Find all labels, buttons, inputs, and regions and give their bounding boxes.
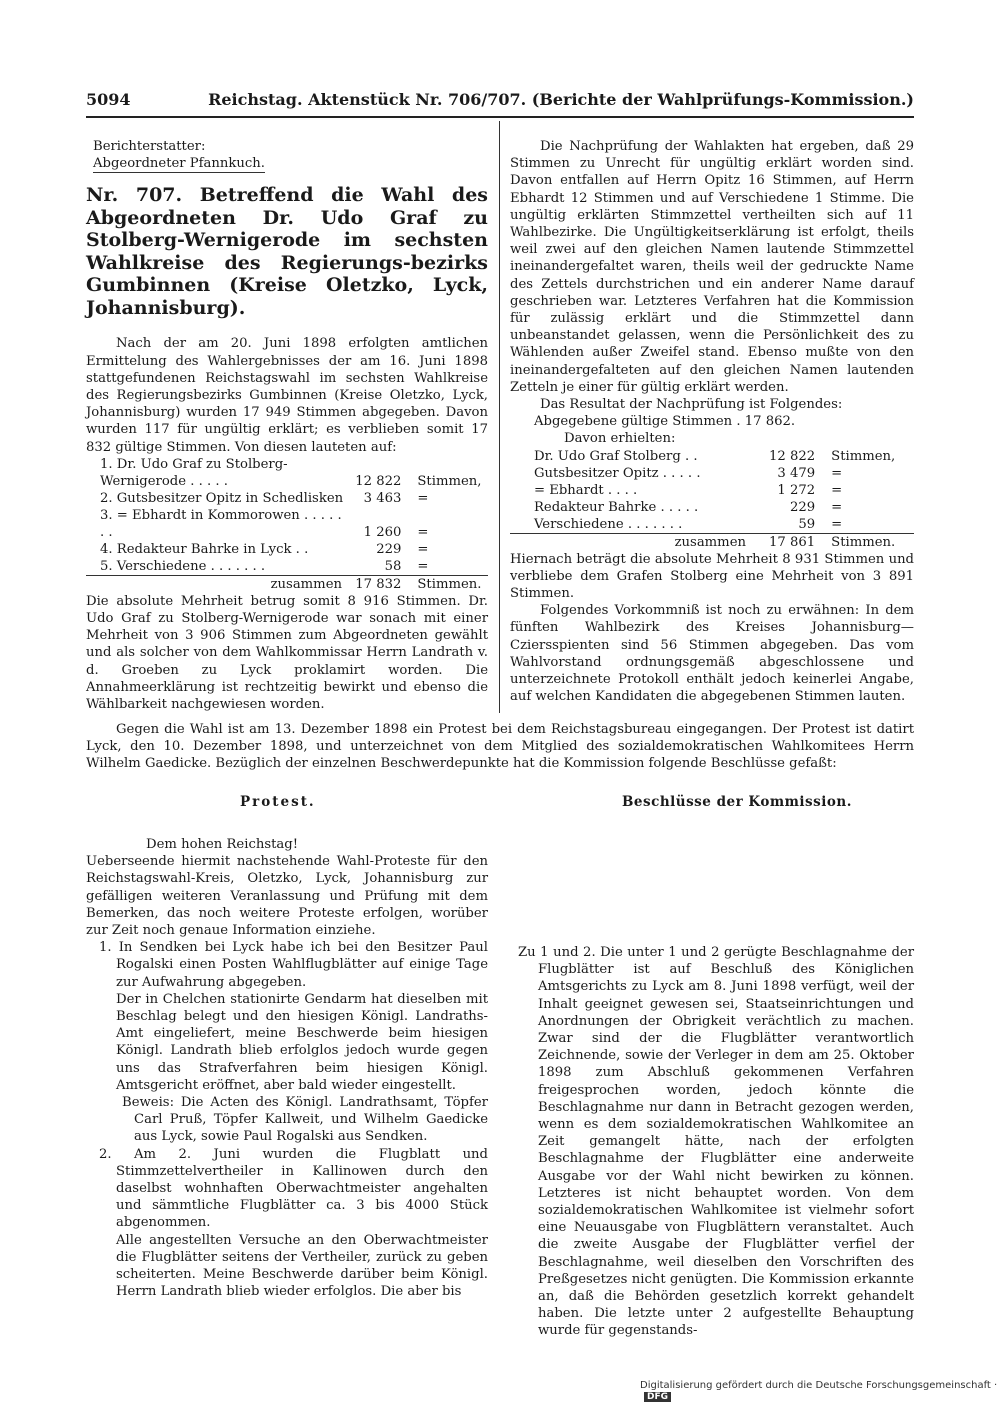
- running-title: Reichstag. Aktenstück Nr. 706/707. (Berichte der Wahlprüfungs-Kommission.): [208, 90, 914, 109]
- majority-paragraph: Hiernach beträgt die absolute Mehrheit 8 931 Stimmen und verbliebe dem Grafen Stolberg eine Mehrheit von 3 891 Stimmen.: [510, 551, 914, 602]
- footer-credit: Digitalisierung gefördert durch die Deutsche Forschungsgemeinschaft ·DFG: [640, 1380, 998, 1402]
- review-results-table: [510, 448, 914, 551]
- conclusion-paragraph: Die absolute Mehrheit betrug somit 8 916 Stimmen. Dr. Udo Graf zu Stolberg-Wernigerode war sonach mit einer Mehrheit von 3 906 Stimmen zum Abgeordneten gewählt und als solcher von dem Wahlkommissar Herrn Landrath v. d. Groeben zu Lyck proklamirt worden. Die Annahmeerklärung ist rechtzeitig bewirkt und ebenso die Wählbarkeit nachgewiesen worden.: [86, 593, 488, 713]
- protest-intro-paragraph: Ueberseende hiermit nachstehende Wahl-Proteste für den Reichstagswahl-Kreis, Oletzko, Lyck, Johannisburg zur gefälligen weiteren Veranlassung und Prüfung mit dem Bemerken, das noch weitere Proteste erfolgen, worüber zur Zeit noch genaue Information einziehe.: [86, 854, 488, 939]
- decisions-column: [510, 944, 914, 1340]
- right-column: [510, 138, 914, 705]
- table-row: Verschiedene . . . . . . . 59 =: [534, 516, 843, 532]
- protest-column: [86, 836, 488, 1300]
- table-row: 2. Gutsbesitzer Opitz in Schedlisken 3 463 =: [100, 490, 429, 506]
- protest-item-1-detail: Der in Chelchen stationirte Gendarm hat dieselben mit Beschlag belegt und den hiesigen Königl. Landraths-Amt eingeliefert, meine Beschwerde beim hiesigen Königl. Landrath blieb erfolglos jedoch wurde gegen uns das Strafverfahren beim hiesigen Königl. Amtsgericht eröffnet, aber bald wieder eingestellt.: [116, 991, 488, 1093]
- valid-votes-line: Abgegebene gültige Stimmen . 17 862.: [534, 414, 796, 430]
- reporter-name: Abgeordneter Pfannkuch.: [93, 156, 265, 172]
- table-row: Redakteur Bahrke . . . . . 229 =: [534, 499, 843, 515]
- election-results-table: [86, 456, 488, 593]
- protest-item-1: 1. In Sendken bei Lyck habe ich bei den Besitzer Paul Rogalski einen Posten Wahlflugblätter auf einige Tage zur Aufwahrung abgegeben.: [99, 940, 488, 990]
- protest-heading: Protest.: [240, 794, 316, 810]
- table-sum-row: zusammen 17 861 Stimmen.: [510, 533, 914, 551]
- table-row: 4. Redakteur Bahrke in Lyck . . 229 =: [100, 541, 429, 557]
- protest-item-2: 2. Am 2. Juni wurden die Flugblatt und Stimmzettelvertheiler in Kallinowen durch den daselbst wohnhaften Oberwachtmeister angehalten und sämmtliche Flugblätter ca. 3 bis 4000 Stück abgenommen.: [99, 1146, 488, 1231]
- left-column: [86, 138, 488, 713]
- running-header: [86, 90, 914, 114]
- decisions-heading: Beschlüsse der Kommission.: [622, 794, 852, 810]
- protest-intro: Gegen die Wahl ist am 13. Dezember 1898 ein Protest bei dem Reichstagsbureau eingegangen. Der Protest ist datirt Lyck, den 10. Dezember 1898, und unterzeichnet von dem Mitglied des sozialdemokratischen Wahlkomitees Herrn Wilhelm Gaedicke. Bezüglich der einzelnen Beschwerdepunkte hat die Kommission folgende Beschlüsse gefaßt:: [86, 722, 914, 772]
- section-title: Nr. 707. Betreffend die Wahl des Abgeordneten Dr. Udo Graf zu Stolberg-Wernigerode im sechsten Wahlkreise des Regierungs-bezirks Gumbinnen (Kreise Oletzko, Lyck, Johannisburg).: [86, 184, 488, 319]
- protest-item-1-evidence: Beweis: Die Acten des Königl. Landrathsamt, Töpfer Carl Pruß, Töpfer Kallweit, und Wilhelm Gaedicke aus Lyck, sowie Paul Rogalski aus Sendken.: [122, 1095, 488, 1145]
- table-row: 5. Verschiedene . . . . . . . 58 =: [100, 558, 429, 574]
- reporter-label: Berichterstatter:: [93, 139, 206, 154]
- table-row: Gutsbesitzer Opitz . . . . . 3 479 =: [534, 465, 843, 481]
- received-label: Davon erhielten:: [564, 431, 676, 447]
- column-divider: [499, 121, 500, 713]
- decision-paragraph: Zu 1 und 2. Die unter 1 und 2 gerügte Beschlagnahme der Flugblätter ist auf Beschluß des Königlichen Amtsgerichts zu Lyck am 8. Juni 1898 verfügt, weil der Inhalt geeignet gewesen sei, Staatseinrichtungen und Anordnungen der Obrigkeit verächtlich zu machen. Zwar sind der die Flugblätter verantwortlich Zeichnende, sowie der Verleger in dem am 25. Oktober 1898 zum Abschluß gekommenen Verfahren freigesprochen worden, jedoch könnte die Beschlagnahme nur dann in Betracht gezogen werden, wenn es dem sozialdemokratischen Wahlkomitee an Zeit gemangelt hätte, nach der erfolgten Beschlagnahme der Flugblätter eine anderweite Ausgabe vor der Wahl nicht bewirken zu können. Letzteres ist nicht behauptet worden. Von dem sozialdemokratischen Wahlkomitee ist vielmehr sofort eine Neuausgabe von Flugblättern veranstaltet. Auch die zweite Ausgabe der Flugblätter verfiel der Beschlagnahme, weil dieselben den Vorschriften des Preßgesetzes nicht genügten. Die Kommission erkannte an, daß die Behörden gesetzlich korrekt gehandelt haben. Die letzte unter 2 aufgestellte Behauptung wurde für gegenstands-: [518, 945, 914, 1339]
- review-paragraph: Die Nachprüfung der Wahlakten hat ergeben, daß 29 Stimmen zu Unrecht für ungültig erklärt worden sind. Davon entfallen auf Herrn Opitz 16 Stimmen, auf Herrn Ebhardt 12 Stimmen und auf Verschiedene 1 Stimme. Die ungültig erklärten Stimmzettel vertheilten sich auf 11 Wahlbezirke. Die Ungültigkeitserklärung ist erfolgt, theils weil zwei auf den gleichen Namen lautende Stimmzettel ineinandergefaltet waren, theils weil der gedruckte Name des Zettels durchstrichen und ein anderer Name darauf geschrieben war. Letzteres Verfahren hat die Kommission für zulässig erklärt und die Stimmzettel dann unbeanstandet gelassen, wenn die Persönlichkeit des zu Wählenden außer Zweifel stand. Ebenso mußte von den ineinandergefalteten auf den gleichen Namen lautenden Zetteln je einer für gültig erklärt werden.: [510, 139, 914, 395]
- table-row: Dr. Udo Graf Stolberg . . 12 822 Stimmen,: [534, 448, 896, 464]
- incident-paragraph: Folgendes Vorkommniß ist noch zu erwähnen: In dem fünften Wahlbezirk des Kreises Johannisburg—Cziersspienten sind 56 Stimmen abgegeben. Das vom Wahlvorstand ordnungsgemäß abgeschlossene und unterzeichnete Protokoll enthält jedoch keinerlei Angabe, auf welchen Kandidaten die abgegebenen Stimmen lauten.: [510, 603, 914, 705]
- dfg-logo: DFG: [644, 1392, 671, 1402]
- intro-paragraph: Nach der am 20. Juni 1898 erfolgten amtlichen Ermittelung des Wahlergebnisses der am 16. Juni 1898 stattgefundenen Reichstagswahl im sechsten Wahlkreise des Regierungsbezirks Gumbinnen (Kreise Oletzko, Lyck, Johannisburg) wurden 17 949 Stimmen abgegeben. Davon wurden 117 für ungültig erklärt; es verblieben somit 17 832 gültige Stimmen. Von diesen lauteten auf:: [86, 336, 488, 455]
- table-row: 1. Dr. Udo Graf zu Stolberg-Wernigerode . . . . . 12 822 Stimmen,: [100, 456, 482, 489]
- protest-item-2-detail: Alle angestellten Versuche an den Oberwachtmeister die Flugblätter seitens der Vertheiler, zurück zu geben scheiterten. Meine Beschwerde darüber beim Königl. Herrn Landrath blieb wieder erfolglos. Die aber bis: [116, 1232, 488, 1300]
- page-number: 5094: [86, 90, 131, 109]
- salutation: Dem hohen Reichstag!: [146, 837, 298, 852]
- table-sum-row: zusammen 17 832 Stimmen.: [86, 575, 488, 593]
- table-row: = Ebhardt . . . . 1 272 =: [534, 482, 843, 498]
- result-intro: Das Resultat der Nachprüfung ist Folgendes:: [540, 397, 843, 413]
- table-row: 3. = Ebhardt in Kommorowen . . . . . . . 1 260 =: [100, 507, 429, 540]
- header-rule: [86, 116, 914, 118]
